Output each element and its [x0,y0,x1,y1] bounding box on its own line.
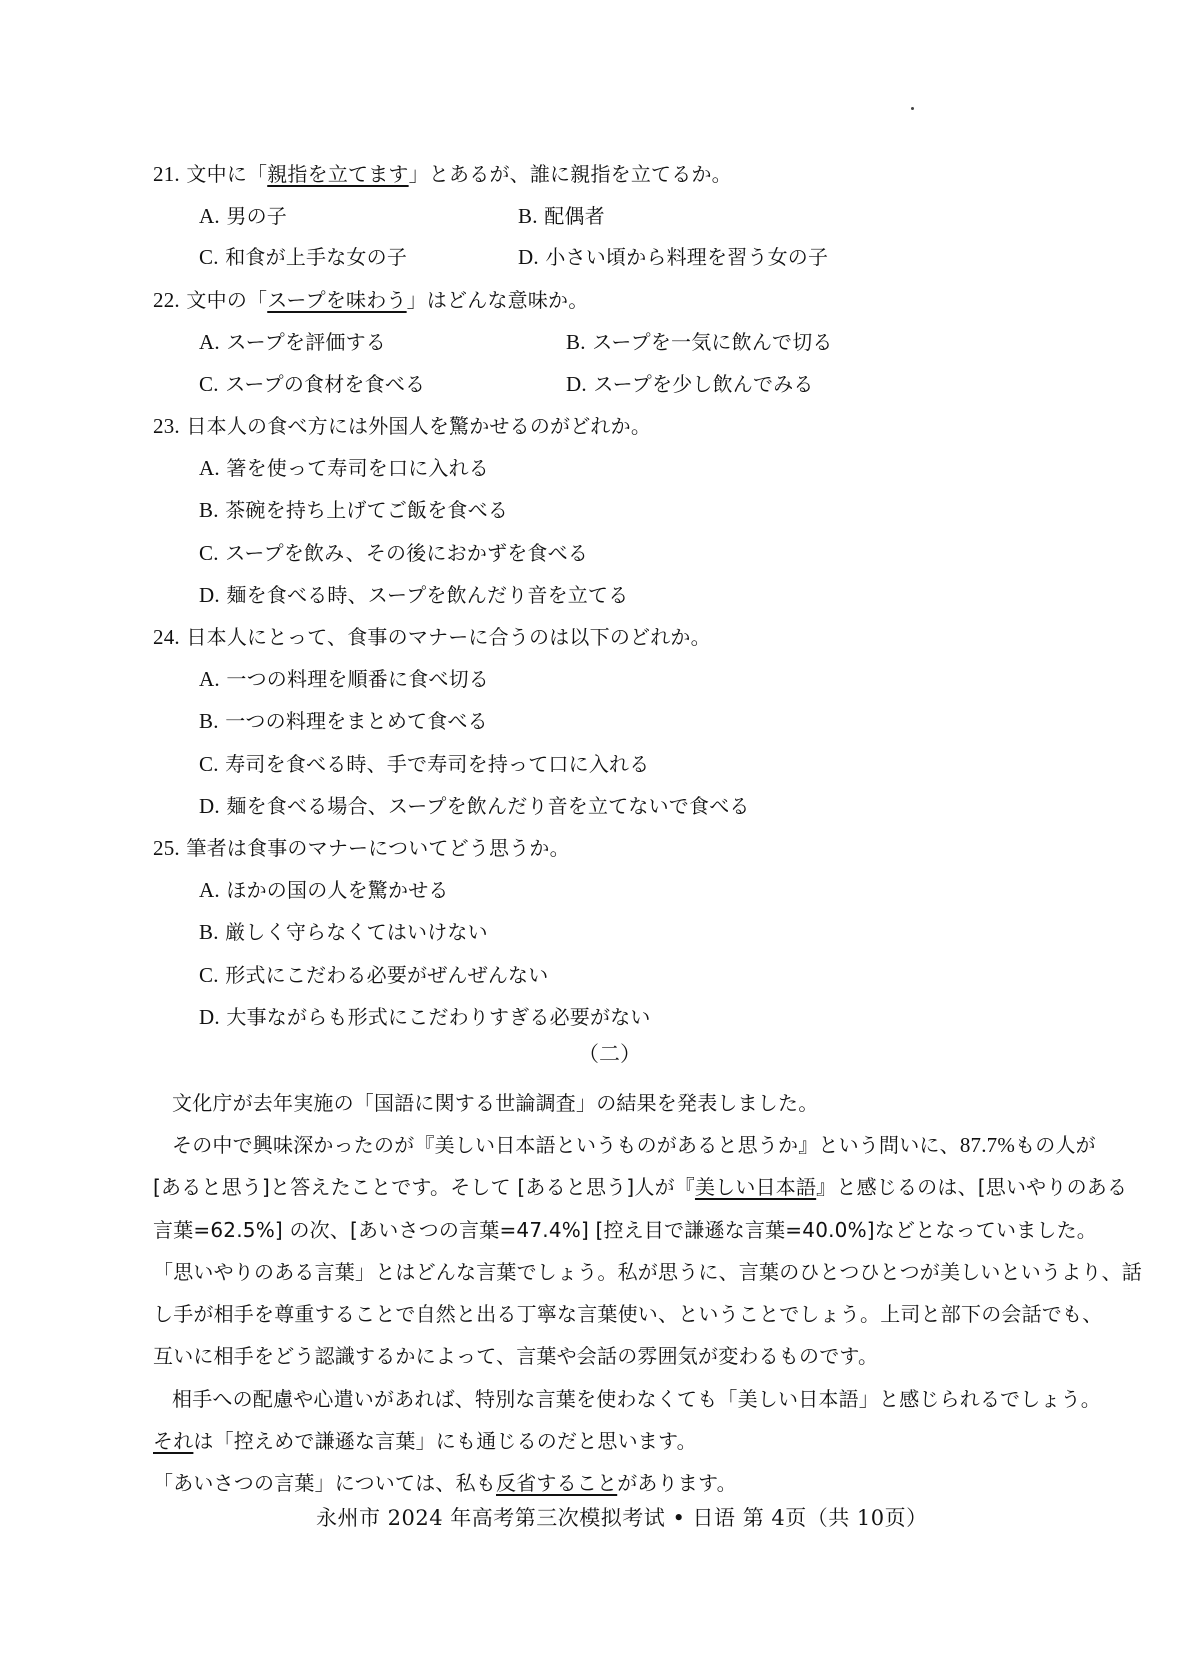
q23-option-c: C. スープを飲み、その後におかずを食べる [199,541,589,565]
q25-option-c: C. 形式にこだわる必要がぜんぜんない [199,963,549,987]
passage-p2-line4: 「思いやりのある言葉」とはどんな言葉でしょう。私が思うに、言葉のひとつひとつが美しいというより、話 [153,1260,1142,1284]
q24-option-b: B. 一つの料理をまとめて食べる [199,709,488,733]
q21-option-a: A. 男の子 [199,204,287,228]
question-23-stem: 23. 日本人の食べ方には外国人を驚かせるのがどれか。 [153,414,652,438]
passage-p3-line1: 相手への配慮や心遣いがあれば、特別な言葉を使わなくても「美しい日本語」と感じられるでしょう。 [172,1387,1101,1411]
q25-option-b: B. 厳しく守らなくてはいけない [199,920,488,944]
q21-option-c: C. 和食が上手な女の子 [199,245,408,269]
section-title: （二） [578,1042,641,1066]
passage-p2-line2: [あると思う]と答えたことです。そして [あると思う]人が『美しい日本語』と感じるのは、[思いやりのある [153,1175,1128,1199]
question-24-stem: 24. 日本人にとって、食事のマナーに合うのは以下のどれか。 [153,625,711,649]
q23-option-a: A. 箸を使って寿司を口に入れる [199,456,489,480]
passage-p2-line3: 言葉=62.5%] の次、[あいさつの言葉=47.4%] [控え目で謙遜な言葉=40.0%]などとなっていました。 [153,1218,1098,1242]
q23-option-b: B. 茶碗を持ち上げてご飯を食べる [199,498,509,522]
scan-speck [911,107,914,110]
passage-p2-line6: 互いに相手をどう認識するかによって、言葉や会話の雰囲気が変わるものです。 [153,1344,879,1368]
q24-option-c: C. 寿司を食べる時、手で寿司を持って口に入れる [199,752,650,776]
passage-p4: 「あいさつの言葉」については、私も反省することがあります。 [153,1471,737,1495]
question-21-stem: 21. 文中に「親指を立てます」とあるが、誰に親指を立てるか。 [153,162,732,186]
q21-option-d: D. 小さい頃から料理を習う女の子 [518,245,829,269]
passage-p2-line1: その中で興味深かったのが『美しい日本語というものがあると思うか』という問いに、87.7%もの人が [172,1133,1096,1157]
q21-option-b: B. 配偶者 [518,204,605,228]
passage-p2-line5: し手が相手を尊重することで自然と出る丁寧な言葉使い、ということでしょう。上司と部下の会話でも、 [153,1302,1103,1326]
q22-option-d: D. スープを少し飲んでみる [566,372,814,396]
q24-option-a: A. 一つの料理を順番に食べ切る [199,667,489,691]
question-25-stem: 25. 筆者は食事のマナーについてどう思うか。 [153,836,570,860]
question-22-stem: 22. 文中の「スープを味わう」はどんな意味か。 [153,288,589,312]
q24-option-d: D. 麺を食べる場合、スープを飲んだり音を立てないで食べる [199,794,750,818]
q22-option-c: C. スープの食材を食べる [199,372,426,396]
page-footer: 永州市 2024 年高考第三次模拟考试 • 日语 第 4页（共 10页） [316,1506,928,1530]
passage-p3-line2: それは「控えめで謙遜な言葉」にも通じるのだと思います。 [153,1429,697,1453]
q22-option-b: B. スープを一気に飲んで切る [566,330,833,354]
q25-option-d: D. 大事ながらも形式にこだわりすぎる必要がない [199,1005,651,1029]
passage-p1: 文化庁が去年実施の「国語に関する世論調査」の結果を発表しました。 [172,1091,819,1115]
q25-option-a: A. ほかの国の人を驚かせる [199,878,449,902]
q22-option-a: A. スープを評価する [199,330,386,354]
q23-option-d: D. 麺を食べる時、スープを飲んだり音を立てる [199,583,629,607]
